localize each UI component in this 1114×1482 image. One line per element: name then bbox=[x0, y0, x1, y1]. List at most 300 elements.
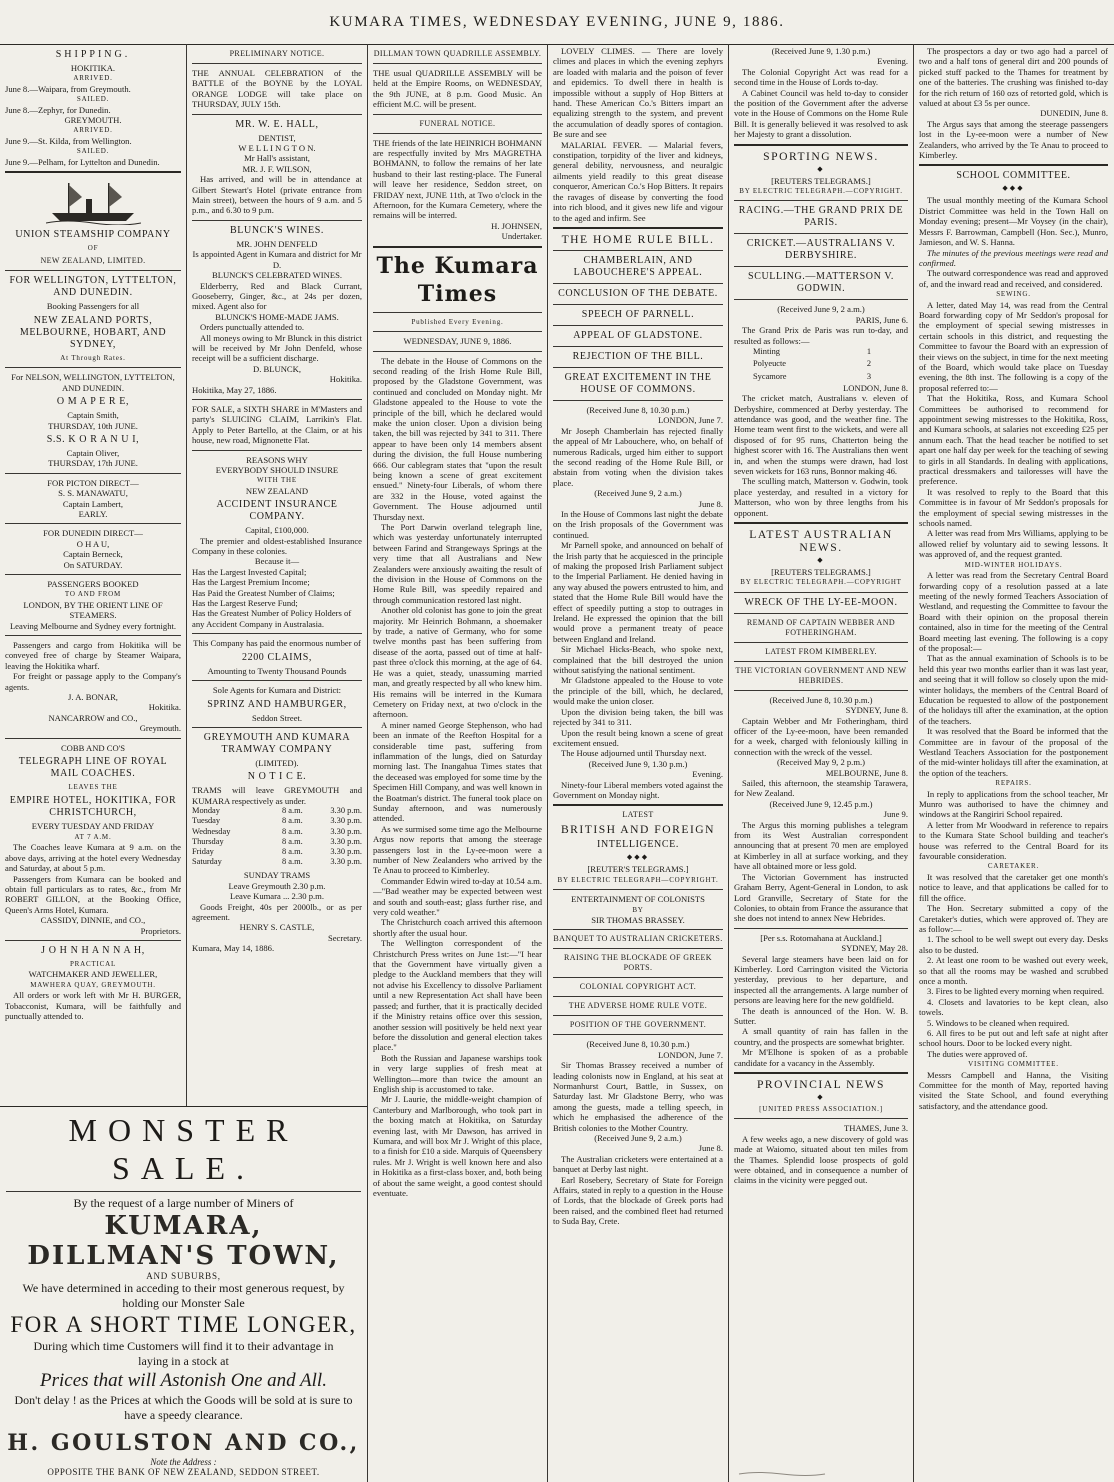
column-4 bbox=[547, 44, 728, 1482]
subheading: COLONIAL COPYRIGHT ACT. bbox=[579, 982, 697, 992]
union-heading: UNION STEAMSHIP COMPANY bbox=[15, 229, 171, 241]
section-label: REPAIRS. bbox=[995, 779, 1032, 788]
subheading: CONCLUSION OF THE DEBATE. bbox=[558, 287, 718, 299]
monster-sale-heading: MONSTER SALE. bbox=[68, 1112, 299, 1186]
sale-during: During which time Customers will find it to their advantage in laying in a stock at bbox=[33, 1339, 334, 1368]
article-paragraph: It was resolved to reply to the Board that this Committee is in favour of Mr Seddon's proposals for the employment of special sewing mistresses in the schools named. bbox=[919, 486, 1108, 529]
secretary: Secretary. bbox=[327, 932, 362, 943]
divider bbox=[553, 889, 723, 890]
sunday-trams: SUNDAY TRAMS bbox=[243, 870, 311, 881]
picton-direct: FOR PICTON DIRECT— bbox=[47, 477, 139, 488]
claims-count: 2200 CLAIMS, bbox=[242, 651, 312, 663]
sale-short-time: FOR A SHORT TIME LONGER, bbox=[10, 1312, 357, 1337]
divider bbox=[734, 299, 908, 300]
timetable-time: 8 a.m. bbox=[282, 836, 303, 846]
sale-request: By the request of a large number of Miners of bbox=[73, 1196, 294, 1210]
seddon-street: Seddon Street. bbox=[251, 712, 303, 723]
passengers-text: Passengers from Kumara can be booked and obtain full particulars as to rates, &c., from Mr ROBERT GILLON, at the Booking Office, Queen's Arms Hotel, Kumara. bbox=[5, 873, 181, 915]
article-paragraph: The usual monthly meeting of the Kumara School District Committee was held in the Town Hall on Monday evening; present—Mr Voysey (in the chair), Messrs F. Barrowman, Campbell (Hon. Sec.), Munro, Jamieson, and W. S. Hanna. bbox=[919, 195, 1108, 248]
divider bbox=[734, 642, 908, 643]
article-paragraph: Ninety-four Liberal members voted against the Government on Monday night. bbox=[553, 779, 723, 800]
timetable-day: Monday bbox=[192, 806, 220, 816]
article-paragraph: A letter was read from Mrs Williams, applying to be allowed relief by voluntary aid to sewing lessons. It was approved of, and the request granted. bbox=[919, 528, 1108, 560]
sale-kumara: KUMARA, DILLMAN'S TOWN, bbox=[27, 1211, 340, 1271]
subheading: REMAND OF CAPTAIN WEBBER AND FOTHERINGHAM. bbox=[746, 617, 896, 637]
timetable-day: Thursday bbox=[192, 836, 224, 846]
article-paragraph: Sir Michael Hicks-Beach, who spoke next, complained that the bill destroyed the union without satisfying the national sentiment. bbox=[553, 644, 723, 676]
shipping-line: June 9.—St. Kilda, from Wellington. bbox=[5, 135, 132, 146]
union-of: OF bbox=[87, 244, 99, 253]
intelligence-heading: INTELLIGENCE. bbox=[597, 839, 679, 851]
sailing-date: THURSDAY, 10th JUNE. bbox=[48, 420, 138, 431]
timetable-day: Wednesday bbox=[192, 826, 231, 836]
ornament: ◆◆◆ bbox=[1002, 184, 1025, 193]
timetable-row bbox=[192, 857, 362, 867]
route-wellington: FOR WELLINGTON, LYTTELTON, AND DUNEDIN. bbox=[9, 275, 177, 299]
sailed-label: SAILED. bbox=[76, 95, 110, 104]
dentist: DENTIST, bbox=[258, 132, 296, 143]
divider bbox=[553, 283, 723, 284]
attendance-text: Has arrived, and will be in attendance at Gilbert Stewart's Hotel (private entrance from Main street), between the hours of 9 a.m. and 5 p.m., and 6.30 to 9 p.m. bbox=[192, 174, 362, 216]
divider bbox=[5, 738, 181, 739]
article-paragraph: Messrs Campbell and Hanna, the Visiting Committee for the month of May, reported having visited the State School, and found everything satisfactory, and the attendance good. bbox=[919, 1069, 1108, 1111]
article-paragraph: Another old colonist has gone to join the great majority. Mr Heinrich Bohmann, a shoemaker by trade, a native of Germany, who for some twelve months past has been suffering from disease of the aorta, passed out of time at half-past three o'clock this morning, at the age of 64. He was a quiet, steady, unassuming married man, and greatly respected by all who knew him. His remains will be interred in the Kumara Cemetery on Friday next, at two o'clock in the afternoon. bbox=[373, 605, 542, 720]
article-paragraph: The Wellington correspondent of the Christchurch Press writes on June 1st:—"I hear that the Government have virtually given a pledge to the Auckland members that they will not advise his Excellency to dissolve Parliament until a new Representation Act shall have been passed; and further, that it is practically decided if the Ministry retains office over this session, another session will positively be held next year before the dissolution and general election takes place." bbox=[373, 938, 542, 1053]
divider bbox=[734, 266, 908, 267]
divider bbox=[734, 233, 908, 234]
article-paragraph: Several large steamers have been laid on for Kimberley. Lord Carrington visited the Victoria yesterday, previous to her departure, and inspected all the arrangements. A large number of persons are leaving here for the new goldfield. bbox=[734, 953, 908, 1006]
divider bbox=[192, 680, 362, 681]
latest-heading: LATEST bbox=[622, 810, 654, 820]
article-paragraph: The Argus says that among the steerage passengers lost in the Ly-ee-moon were a number of New Zealanders, who arrived by the Te Anau to proceed to Kimberley. bbox=[919, 118, 1108, 161]
coaches-text: The Coaches leave Kumara at 9 a.m. on the above days, arriving at the hotel every Wednesday and Saturday, at about 5 p.m. bbox=[5, 842, 181, 874]
passengers-booked: PASSENGERS BOOKED bbox=[47, 578, 139, 589]
reason-item: Has Paid the Greatest Number of Claims; bbox=[192, 587, 335, 598]
article-paragraph: The Christchurch coach arrived this afternoon shortly after the usual hour. bbox=[373, 917, 542, 938]
dateline: DUNEDIN, June 8. bbox=[1040, 108, 1108, 119]
article-paragraph: The Victorian Government has instructed Graham Berry, Agent-General in London, to ask Lord Granville, Secretary of State for the Colonies, to obtain from France the assurance that she does not intend to annex New Hebrides. bbox=[734, 871, 908, 924]
tram-timetable bbox=[192, 806, 362, 867]
article-paragraph: MALARIAL FEVER. — Malarial fevers, constipation, torpidity of the liver and kidneys, general debility, nervousness, and neuralgic ailments yield readily to this great disease conqueror, American Co.'s Hop Bitters. It repairs the ravages of disease by converting the food into rich blood, and it gives new life and vigour to the aged and infirm. See bbox=[553, 139, 723, 223]
divider bbox=[553, 948, 723, 949]
subheading: CHAMBERLAIN, AND LABOUCHERE'S APPEAL. bbox=[573, 254, 703, 278]
divider bbox=[734, 1118, 908, 1119]
sale-goulston: H. GOULSTON AND CO., bbox=[7, 1430, 360, 1456]
because: Because it— bbox=[254, 556, 300, 567]
article-paragraph: In the House of Commons last night the debate on the Irish proposals of the Government was continued. bbox=[553, 508, 723, 540]
dateline: Evening. bbox=[692, 769, 723, 780]
race-results bbox=[752, 346, 872, 383]
divider bbox=[373, 351, 542, 352]
article-paragraph: Sailed, this afternoon, the steamship Tarawera, for New Zealand. bbox=[734, 778, 908, 799]
duty-item: 5. Windows to be cleaned when required. bbox=[927, 1017, 1070, 1028]
article-paragraph: Mr Joseph Chamberlain has rejected finally the appeal of Mr Labouchere, who, on behalf of numerous Radicals, urged him either to support the second reading of the Home Rule Bill, or abstain from voting when the division takes place. bbox=[553, 425, 723, 488]
divider bbox=[192, 399, 362, 400]
timetable-row bbox=[192, 827, 362, 837]
watchmaker: WATCHMAKER AND JEWELLER, bbox=[28, 969, 158, 980]
celebration-text: THE ANNUAL CELEBRATION of the BATTLE of the BOYNE by the LOYAL ORANGE LODGE will take place on THURSDAY, JULY 15th. bbox=[192, 68, 362, 110]
received-line: (Received May 9, 2 p.m.) bbox=[776, 757, 866, 768]
timetable-row bbox=[192, 847, 362, 857]
divider bbox=[192, 633, 362, 634]
dateline: SYDNEY, June 8. bbox=[845, 705, 908, 716]
article-paragraph: Upon the division being taken, the bill was rejected by 341 to 311. bbox=[553, 706, 723, 728]
blunck-heading: BLUNCK'S WINES. bbox=[230, 224, 324, 236]
received-line: (Received June 9, 1.30 p.m.) bbox=[771, 46, 871, 56]
duty-item: 6. All fires to be put out and left safe at night after school hours. Door to be locked every night. bbox=[919, 1027, 1108, 1049]
subheading: THE VICTORIAN GOVERNMENT AND NEW HEBRIDES. bbox=[735, 665, 907, 685]
timetable-day: Friday bbox=[192, 846, 214, 856]
shipping-line: June 8.—Zephyr, for Dunedin. bbox=[5, 104, 111, 115]
subheading: RACING.—THE GRAND PRIX DE PARIS. bbox=[738, 205, 904, 229]
timetable-time: 3.30 p.m. bbox=[330, 816, 362, 826]
divider bbox=[5, 270, 181, 271]
dunedin-direct: FOR DUNEDIN DIRECT— bbox=[43, 528, 143, 539]
article-paragraph: As we surmised some time ago the Melbourne Argus now reports that among the steerage passengers lost in the Ly-ee-moon were a number of New Zealanders who arrived by the Te Anau to proceed to Kimberley. bbox=[373, 823, 542, 876]
divider bbox=[5, 473, 181, 474]
race-horse: Sycamore bbox=[753, 371, 787, 381]
race-horse: Minting bbox=[753, 347, 780, 357]
punctually-text: Orders punctually attended to. bbox=[200, 322, 305, 333]
column-3 bbox=[367, 44, 547, 1482]
funeral-heading: FUNERAL NOTICE. bbox=[419, 118, 496, 128]
freight-text: For freight or passage apply to the Company's agents. bbox=[5, 671, 181, 692]
article-paragraph: The Hon. Secretary submitted a copy of the Caretaker's duties, which were approved of. They are as follow:— bbox=[919, 903, 1108, 934]
celebrated-wines: BLUNCK'S CELEBRATED WINES. bbox=[211, 270, 343, 281]
united-press: [UNITED PRESS ASSOCIATION.] bbox=[759, 1105, 883, 1114]
race-row bbox=[752, 371, 872, 383]
divider bbox=[734, 1072, 908, 1074]
divider bbox=[5, 523, 181, 524]
with-the: WITH THE bbox=[257, 476, 297, 485]
columns bbox=[0, 44, 1114, 1482]
subheading: THE ADVERSE HOME RULE VOTE. bbox=[568, 1001, 708, 1011]
agent-bonar-place: Hokitika. bbox=[148, 702, 181, 713]
received-line: (Received June 9, 1.30 p.m.) bbox=[588, 758, 688, 769]
article-paragraph: A miner named George Stephenson, who had been an inmate of the Reefton Hospital for a considerable time past, suffering from inflammation of the lungs, died on Saturday morning last. The Inangahua Times states that the deceased was employed for some time by the Specimen Hill Company, and was well known in the Boatman's district. The funeral took place on Sunday afternoon, and was numerously attended. bbox=[373, 719, 542, 824]
article-paragraph: The duties were approved of. bbox=[927, 1048, 1028, 1059]
reuters-line: [REUTER'S TELEGRAMS.] bbox=[587, 864, 689, 875]
british-foreign-heading: BRITISH AND FOREIGN bbox=[560, 823, 716, 837]
divider bbox=[373, 331, 542, 332]
timetable-row bbox=[192, 806, 362, 816]
subheading: ENTERTAINMENT OF COLONISTS bbox=[571, 894, 705, 905]
newspaper-banner: The Kumara Times bbox=[376, 252, 539, 307]
everybody-insure: EVERYBODY SHOULD INSURE bbox=[215, 465, 339, 475]
copyright-line: BY ELECTRIC TELEGRAPH.—COPYRIGHT. bbox=[739, 187, 903, 196]
article-paragraph: A small quantity of rain has fallen in the country, and the prospects are somewhat brighter. bbox=[734, 1026, 908, 1047]
divider bbox=[5, 367, 181, 368]
at-seven: AT 7 A.M. bbox=[74, 832, 112, 841]
ports-text: NEW ZEALAND PORTS, MELBOURNE, HOBART, AND SYDNEY, bbox=[19, 314, 167, 350]
received-line: (Received June 9, 2 a.m.) bbox=[594, 1133, 682, 1144]
sale-dont-delay: Don't delay ! as the Prices at which the Goods will be sold at is sure to have a speedy clearance. bbox=[14, 1393, 353, 1422]
monster-sale-ad bbox=[0, 1106, 367, 1482]
article-paragraph: LOVELY CLIMES. — There are lovely climes and places in which the evening zephyrs are loaded with malaria and the poison of fever and epidemics. To dwell there in health is impossible without a supply of Hop Bitters at hand. These American Co.'s Bitters impart an equalizing strength to the system, and prevent the accumulation of deadly spores of contagion. Be sure and see bbox=[553, 46, 723, 140]
subheading: SPEECH OF PARNELL. bbox=[581, 308, 695, 320]
steamship-illustration bbox=[46, 177, 141, 225]
shipping-line: June 9.—Pelham, for Lyttelton and Dunedin. bbox=[5, 156, 160, 167]
article-paragraph: In reply to applications from the school teacher, Mr Munro was authorised to have the chimney and windows at the Rangiriri School repaired. bbox=[919, 788, 1108, 820]
timetable-day: Saturday bbox=[192, 857, 222, 867]
captain-lambert: Captain Lambert, bbox=[62, 498, 124, 509]
timetable-time: 8 a.m. bbox=[282, 846, 303, 856]
subheading: APPEAL OF GLADSTONE. bbox=[573, 329, 703, 341]
kumara-date: Kumara, May 14, 1886. bbox=[192, 943, 275, 954]
timetable-day: Tuesday bbox=[192, 816, 221, 826]
divider bbox=[553, 929, 723, 930]
divider bbox=[553, 367, 723, 368]
divider bbox=[192, 450, 362, 451]
trams-text: TRAMS will leave GREYMOUTH and KUMARA respectively as under. bbox=[192, 785, 362, 806]
divider bbox=[373, 63, 542, 64]
sale-prices: Prices that will Astonish One and All. bbox=[40, 1370, 327, 1391]
sale-note: Note the Address : bbox=[150, 1457, 217, 1467]
timetable-row bbox=[192, 837, 362, 847]
article-paragraph: It was resolved that the Board be informed that the Committee are in favour of the proposal of the Westland Teachers Association for the postponement of the mid-winter holidays till after the examination, at the option of the teachers. bbox=[919, 726, 1108, 778]
agent-bonar: J. A. BONAR, bbox=[68, 692, 118, 703]
per-line: [Per s.s. Rotomahana at Auckland.] bbox=[760, 932, 882, 943]
provincial-heading: PROVINCIAL NEWS bbox=[756, 1078, 886, 1092]
dateline: June 8. bbox=[698, 498, 723, 509]
homemade-jams: BLUNCK'S HOME-MADE JAMS. bbox=[215, 311, 339, 322]
early-text: EARLY. bbox=[78, 508, 108, 519]
sailing-date: THURSDAY, 17th JUNE. bbox=[48, 458, 138, 469]
reuters-line: [REUTERS TELEGRAMS.] bbox=[771, 175, 871, 186]
divider bbox=[5, 574, 181, 575]
timetable-time: 8 a.m. bbox=[282, 806, 303, 816]
article-paragraph: The outward correspondence was read and approved of, and the inward read and received, and considered. bbox=[919, 268, 1108, 289]
cargo-text: Passengers and cargo from Hokitika will be conveyed free of charge by Steamer Waipara, leaving the Hokitika wharf. bbox=[5, 640, 181, 671]
article-paragraph: A letter was read from the Secretary Central Board forwarding copy of a resolution passed at a late meeting of the newly formed Teachers Association of Westland, and requesting the Committee to favour the Board with their opinion on the proposal therein contained, also in time for the meeting of the Central Board meeting last evening. The following is a copy of the proposal:— bbox=[919, 570, 1108, 653]
article-paragraph: The Australian cricketers were entertained at a banquet at Derby last night. bbox=[553, 1153, 723, 1175]
article-paragraph: The sculling match, Matterson v. Godwin, took place yesterday, and resulted in a victory for Matterson, who won by three lengths from his opponent. bbox=[734, 476, 908, 518]
capital: Capital, £100,000. bbox=[245, 525, 309, 536]
reason-item: Has the Largest Reserve Fund; bbox=[192, 598, 298, 609]
orders-text: All orders or work left with Mr H. BURGER, Tobacconist, Kumara, will be faithfully and punctually attended to. bbox=[5, 990, 181, 1021]
timetable-row bbox=[192, 816, 362, 826]
received-line: (Received June 9, 2 a.m.) bbox=[594, 488, 682, 499]
divider bbox=[373, 246, 542, 248]
reuters-line: [REUTERS TELEGRAMS.] bbox=[771, 566, 871, 577]
booking-text: Booking Passengers for all bbox=[46, 301, 140, 312]
divider bbox=[553, 977, 723, 978]
hokitika-heading: HOKITIKA. bbox=[70, 63, 116, 73]
johnsen: H. JOHNSEN, bbox=[491, 220, 542, 231]
route-nelson: For NELSON, WELLINGTON, LYTTELTON, AND DUNEDIN. bbox=[11, 372, 175, 393]
article-paragraph: Both the Russian and Japanese warships took in very large supplies of fresh meat at Wellington—more than twice the amount an English ship is accustomed to take. bbox=[373, 1052, 542, 1094]
article-paragraph: That the Hokitika, Ross, and Kumara School Committees be authorised to recommend for appointment sewing mistresses to the Hokitika, Ross, and Kumara schools, at salaries not exceeding £25 per annum each. That the head teacher be notified to set apart one half day per week for the teaching of sewing to girls in all Standards. In dealing with applications, practical dressmakers and tailoresses will have the preference. bbox=[919, 393, 1108, 487]
section-label: MID-WINTER HOLIDAYS. bbox=[964, 560, 1063, 569]
dateline: MELBOURNE, June 8. bbox=[825, 767, 908, 778]
divider bbox=[734, 592, 908, 593]
ship-koranui: S.S. K O R A N U I, bbox=[46, 433, 140, 445]
duty-item: 1. The school to be well swept out every day. Desks also to be dusted. bbox=[919, 934, 1108, 955]
divider bbox=[553, 1034, 723, 1035]
divider bbox=[192, 114, 362, 115]
timetable-time: 3.30 p.m. bbox=[330, 857, 362, 867]
shipping-heading: SHIPPING. bbox=[55, 49, 131, 60]
empire-hotel: EMPIRE HOTEL, HOKITIKA, FOR CHRISTCHURCH, bbox=[9, 795, 177, 819]
d-blunck: D. BLUNCK, bbox=[253, 363, 301, 374]
divider bbox=[734, 613, 908, 614]
divider bbox=[734, 144, 908, 146]
subheading: WRECK OF THE LY-EE-MOON. bbox=[744, 596, 898, 608]
column-5 bbox=[728, 44, 913, 1482]
copyright-line: BY ELECTRIC TELEGRAPH.—COPYRIGHT bbox=[740, 578, 902, 587]
ship-manawatu: S. S. MANAWATU, bbox=[58, 488, 128, 499]
subheading: SCULLING.—MATTERSON V. GODWIN. bbox=[748, 271, 894, 295]
dateline: PARIS, June 6. bbox=[855, 314, 908, 325]
dateline: June 9. bbox=[883, 809, 908, 820]
race-position: 2 bbox=[866, 359, 871, 369]
received-line: (Received June 9, 12.45 p.m.) bbox=[769, 798, 873, 809]
funeral-text: THE friends of the late HEINRICH BOHMANN are respectfully invited by Mrs MAGRETHA BOHMANN, to follow the remains of her late husband to their last resting-place. The Funeral will leave her residence, Seddon street, on FRIDAY next, JUNE 11th, at Two o'clock in the Afternoon, for the Kumara Cemetery, where the remains will be interred. bbox=[373, 137, 542, 221]
article-paragraph: Captain Webber and Mr Fotheringham, third officer of the Ly-ee-moon, have been remanded for a week, charged with feloniously killing in connection with the wreck of the vessel. bbox=[734, 715, 908, 757]
divider bbox=[553, 346, 723, 347]
timetable-time: 8 a.m. bbox=[282, 857, 303, 867]
timetable-time: 8 a.m. bbox=[282, 816, 303, 826]
greymouth-heading: GREYMOUTH. bbox=[64, 115, 122, 126]
divider bbox=[553, 325, 723, 326]
practical: PRACTICAL bbox=[69, 959, 117, 968]
subheading: POSITION OF THE GOVERNMENT. bbox=[569, 1020, 707, 1030]
arrived-label: ARRIVED. bbox=[73, 126, 113, 135]
duty-item: 2. At least one room to be washed out every week, so that all the rooms may be washed and scrubbed once a month. bbox=[919, 955, 1108, 986]
sale-opposite: OPPOSITE THE BANK OF NEW ZEALAND, SEDDON STREET. bbox=[47, 1467, 320, 1477]
divider bbox=[373, 133, 542, 134]
agent-nancarrow-place: Greymouth. bbox=[139, 723, 181, 734]
amounting-text: Amounting to Twenty Thousand Pounds bbox=[207, 665, 347, 676]
timetable-time: 3.30 p.m. bbox=[330, 826, 362, 836]
school-committee-heading: SCHOOL COMMITTEE. bbox=[956, 170, 1071, 182]
shipping-line: June 8.—Waipara, from Greymouth. bbox=[5, 83, 131, 94]
dateline: WEDNESDAY, JUNE 9, 1886. bbox=[403, 336, 512, 347]
sunday-2: Leave Kumara ... 2.30 p.m. bbox=[229, 891, 325, 902]
ornament: ◆ bbox=[817, 164, 825, 173]
quadrille-text: THE usual QUADRILLE ASSEMBLY will be held at the Empire Rooms, on WEDNESDAY, the 9th JUNE, at 8 p.m. Good Music. An efficient M.C. will be present. bbox=[373, 68, 542, 110]
timetable-time: 3.30 p.m. bbox=[330, 836, 362, 846]
ornament: ◆ bbox=[817, 555, 825, 564]
notice-heading: N O T I C E. bbox=[247, 771, 307, 783]
mawhera-quay: MAWHERA QUAY, GREYMOUTH. bbox=[30, 980, 156, 989]
sailed-label: SAILED. bbox=[76, 147, 110, 156]
dateline: Evening. bbox=[877, 56, 908, 67]
divider bbox=[5, 171, 181, 173]
agent-nancarrow: NANCARROW and CO., bbox=[48, 712, 138, 723]
race-position: 1 bbox=[866, 347, 871, 357]
hannah-heading: J O H N H A N N A H, bbox=[41, 944, 145, 956]
divider bbox=[553, 996, 723, 997]
article-paragraph: A Cabinet Council was held to-day to consider the position of the Government after the adverse vote in the House of Commons on the Home Rule Bill. It is generally believed it was resolved to ask her Majesty to grant a dissolution. bbox=[734, 87, 908, 140]
castle: HENRY S. CASTLE, bbox=[239, 922, 315, 933]
sprinz: SPRINZ AND HAMBURGER, bbox=[207, 698, 347, 710]
article-paragraph: That as the annual examination of Schools is to be held this year two months earlier than it was last year, and seeing that it will follow so closely upon the mid-winter holidays, the members of the Central Board of Education be requested to allow of the postponement of the holidays till after the examination, at the option of the teachers. bbox=[919, 653, 1108, 726]
latest-australian-heading: LATEST AUSTRALIAN NEWS. bbox=[749, 527, 893, 554]
reason-item: Has the Largest Premium Income; bbox=[192, 577, 310, 588]
reasons-why: REASONS WHY bbox=[246, 454, 308, 465]
divider bbox=[5, 635, 181, 636]
race-row bbox=[752, 346, 872, 358]
duty-item: 4. Closets and lavatories to be kept clean, also towels. bbox=[919, 996, 1108, 1018]
article-paragraph: Mr Gladstone appealed to the House to vote the principle of the bill, which, he declared, would make the union closer. bbox=[553, 675, 723, 707]
duty-item: 3. Fires to be lighted every morning when required. bbox=[927, 986, 1105, 997]
undertaker: Undertaker. bbox=[501, 231, 542, 242]
assistant: Mr Hall's assistant, bbox=[244, 153, 310, 164]
dateline: June 8. bbox=[698, 1143, 723, 1154]
dateline: LONDON, June 7. bbox=[658, 415, 723, 426]
orient-line: LONDON, BY THE ORIENT LINE OF STEAMERS. bbox=[23, 599, 163, 621]
divider bbox=[553, 804, 723, 806]
subheading: CRICKET.—AUSTRALIANS V. DERBYSHIRE. bbox=[746, 238, 896, 262]
article-paragraph: A letter, dated May 14, was read from the Central Board forwarding copy of Mr Seddon's proposal for the employment of special sewing mistresses in certain schools in this district, and requesting the Committee to favour the Board with an expression of their views on the subject, in time for the next meeting of the Board, which would take place on Tuesday evening, the 8th inst. The following is a copy of the proposal referred to:— bbox=[919, 299, 1108, 393]
divider bbox=[192, 727, 362, 728]
received-line: (Received June 8, 10.30 p.m.) bbox=[586, 1039, 690, 1050]
proprietors: Proprietors. bbox=[140, 925, 181, 936]
divider bbox=[553, 1015, 723, 1016]
article-paragraph: Earl Rosebery, Secretary of State for Foreign Affairs, stated in reply to a question in the House of Lords, that the blockade of Greek ports had been raised, and the combined fleet had returned to Suda Bay, Crete. bbox=[553, 1174, 723, 1227]
sale-determined: We have determined in acceding to their most generous request, by holding our Monster Sale bbox=[22, 1281, 345, 1310]
column-6 bbox=[913, 44, 1114, 1482]
timetable-time: 3.30 p.m. bbox=[330, 806, 362, 816]
elderberry-text: Elderberry, Red and Black Currant, Gooseberry, Ginger, &c., at 24s per dozen, mixed. Agent also for bbox=[192, 280, 362, 312]
appointed-text: Is appointed Agent in Kumara and district for Mr D. bbox=[192, 249, 362, 270]
divider bbox=[734, 522, 908, 524]
to-and-from: TO AND FROM bbox=[64, 590, 122, 599]
article-paragraph: Sir Thomas Brassey received a number of leading colonists now in England, at his seat at Normanhurst Court, Battle, in Sussex, on Saturday last. Mr Gladstone Berry, who was among the guests, made a telling speech, in which he emphasised the adherence of the British colonies to the Mother Country. bbox=[553, 1060, 723, 1133]
divider bbox=[553, 250, 723, 251]
article-paragraph: A letter from Mr Woodward in reference to repairs to the Kumara State School building and teacher's house was referred to the Central Board for its favourable consideration. bbox=[919, 819, 1108, 862]
timetable-time: 8 a.m. bbox=[282, 826, 303, 836]
subheading: SIR THOMAS BRASSEY. bbox=[591, 914, 685, 925]
home-rule-heading: THE HOME RULE BILL. bbox=[561, 232, 715, 246]
cassidy: CASSIDY, DINNIE, and CO., bbox=[40, 915, 146, 926]
section-label: CARETAKER. bbox=[987, 862, 1040, 871]
received-line: (Received June 8, 10.30 p.m.) bbox=[769, 694, 873, 705]
every-tuesday: EVERY TUESDAY AND FRIDAY bbox=[31, 821, 155, 832]
article-paragraph: The cricket match, Australians v. eleven of Derbyshire, commenced at Derby yesterday. The attendance was good, and the weather fine. The Home team went first to the wickets, and were all disposed of for 95 runs, Chatterton being the highest scorer with 16. The Australians then went in, and when the stumps were drawn, had lost seven wickets for 163 runs, Bonnor making 46. bbox=[734, 393, 908, 476]
article-paragraph: The minutes of the previous meetings were read and confirmed. bbox=[919, 247, 1108, 268]
sale-suburbs: AND SUBURBS, bbox=[146, 1271, 221, 1281]
fold-mark bbox=[737, 1468, 827, 1478]
divider bbox=[734, 928, 908, 929]
goods-text: Goods Freight, 40s per 2000lb., or as per agreement. bbox=[192, 901, 362, 922]
denfeld: MR. JOHN DENFELD bbox=[236, 238, 318, 249]
divider bbox=[553, 304, 723, 305]
divider bbox=[373, 114, 542, 115]
subheading: REJECTION OF THE BILL. bbox=[572, 350, 704, 362]
sporting-heading: SPORTING NEWS. bbox=[763, 149, 879, 163]
dateline: LONDON, June 7. bbox=[658, 1049, 723, 1060]
tramway-heading: GREYMOUTH AND KUMARA TRAMWAY COMPANY bbox=[203, 731, 351, 755]
captain-smith: Captain Smith, bbox=[67, 410, 119, 421]
subheading: BANQUET TO AUSTRALIAN CRICKETERS. bbox=[553, 934, 723, 944]
article-paragraph: Upon the result being known a scene of great excitement ensued. bbox=[553, 727, 723, 748]
d-blunck-place: Hokitika. bbox=[329, 374, 362, 385]
article-paragraph: The death is announced of the Hon. W. B. Sutter. bbox=[734, 1005, 908, 1026]
leaving-text: Leaving Melbourne and Sydney every fortnight. bbox=[9, 620, 177, 631]
leaves-the: LEAVES THE bbox=[68, 783, 118, 792]
wilson: MR. J. F. WILSON, bbox=[242, 163, 312, 174]
ship-omapere: O M A P E R E, bbox=[56, 396, 130, 408]
dateline: THAMES, June 3. bbox=[844, 1123, 908, 1134]
received-line: (Received June 8, 10.30 p.m.) bbox=[586, 404, 690, 415]
divider bbox=[6, 1191, 361, 1192]
section-label: SEWING. bbox=[996, 290, 1031, 299]
article-paragraph: The Colonial Copyright Act was read for a second time in the House of Lords to-day. bbox=[734, 66, 908, 88]
union-subheading: NEW ZEALAND, LIMITED. bbox=[40, 256, 146, 266]
divider bbox=[5, 940, 181, 941]
